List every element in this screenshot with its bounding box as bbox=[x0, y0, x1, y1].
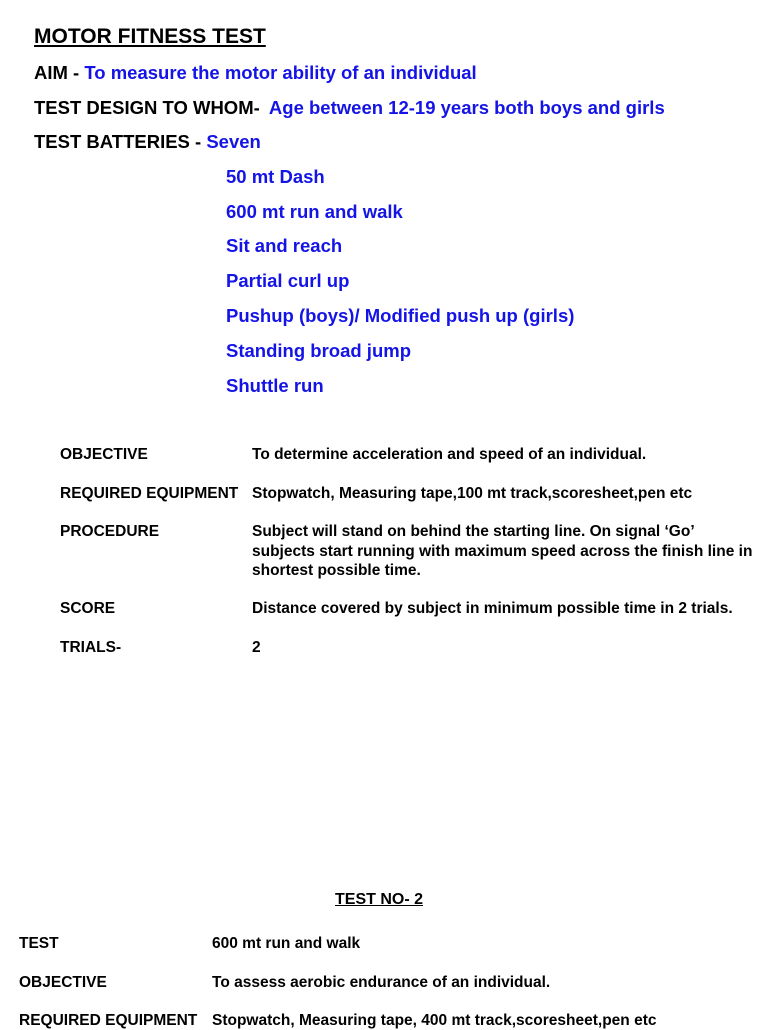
objective-value: To determine acceleration and speed of an individual. bbox=[252, 446, 647, 463]
test2-test-value: 600 mt run and walk bbox=[212, 935, 361, 952]
score-label: SCORE bbox=[60, 600, 116, 617]
test2-test-label: TEST bbox=[19, 935, 59, 952]
objective-label: OBJECTIVE bbox=[60, 446, 148, 463]
equipment-label: REQUIRED EQUIPMENT bbox=[60, 485, 239, 502]
battery-item: 50 mt Dash bbox=[226, 166, 325, 187]
trials-label: TRIALS- bbox=[60, 639, 122, 656]
battery-item: Standing broad jump bbox=[226, 340, 411, 361]
equipment-value: Stopwatch, Measuring tape,100 mt track,scoresheet,pen etc bbox=[252, 485, 693, 502]
battery-item: Sit and reach bbox=[226, 235, 343, 256]
test2-equipment-label: REQUIRED EQUIPMENT bbox=[19, 1012, 198, 1029]
design-label: TEST DESIGN TO WHOM- bbox=[34, 97, 260, 118]
battery-item: Pushup (boys)/ Modified push up (girls) bbox=[226, 305, 575, 326]
test2-title: TEST NO- 2 bbox=[335, 891, 424, 908]
procedure-value: Subject will stand on behind the starting line. On signal ‘Go’ subjects start running with maximum speed across the finish line in shortest possible time. bbox=[252, 523, 753, 579]
battery-item: Shuttle run bbox=[226, 375, 324, 396]
test2-objective-value: To assess aerobic endurance of an individual. bbox=[212, 974, 551, 991]
score-value: Distance covered by subject in minimum possible time in 2 trials. bbox=[252, 600, 733, 617]
aim-label: AIM - bbox=[34, 62, 85, 83]
battery-item: 600 mt run and walk bbox=[226, 201, 403, 222]
aim-line bbox=[34, 62, 477, 84]
aim-value: To measure the motor ability of an individual bbox=[84, 62, 477, 83]
battery-item: Partial curl up bbox=[226, 270, 350, 291]
trials-value: 2 bbox=[252, 639, 261, 656]
design-value: Age between 12-19 years both boys and girls bbox=[268, 97, 665, 118]
design-line bbox=[34, 97, 665, 119]
test2-equipment-value: Stopwatch, Measuring tape, 400 mt track,scoresheet,pen etc bbox=[212, 1012, 657, 1029]
test2-objective-label: OBJECTIVE bbox=[19, 974, 107, 991]
batteries-value: Seven bbox=[206, 131, 261, 152]
procedure-label: PROCEDURE bbox=[60, 523, 160, 540]
batteries-label: TEST BATTERIES - bbox=[34, 131, 207, 152]
page-title: MOTOR FITNESS TEST bbox=[34, 25, 266, 48]
batteries-line bbox=[34, 131, 261, 153]
